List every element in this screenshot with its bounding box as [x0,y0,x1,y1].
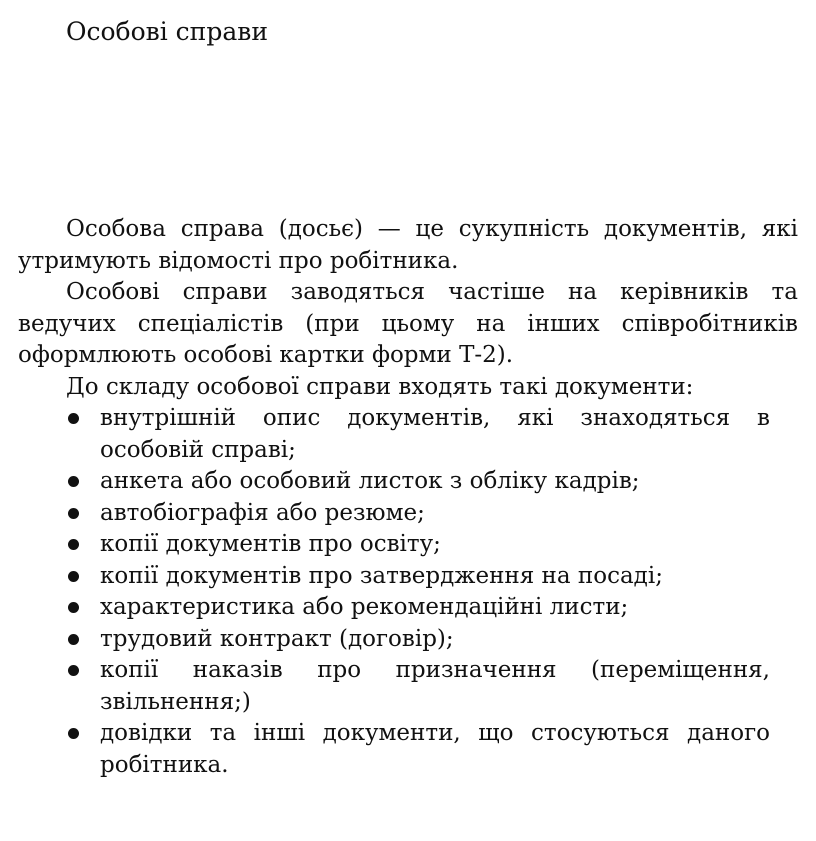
list-item [18,529,798,561]
bullet-icon [68,413,79,424]
list-item-text: копії документів про затвердження на посаді; [100,562,663,589]
list-item-text: довідки та інші документи, що стосуються даного робітника. [100,720,770,778]
bullet-icon [68,539,79,550]
document-body [18,214,798,781]
list-item [18,655,798,718]
bullet-icon [68,476,79,487]
list-item-text: копії документів про освіту; [100,531,441,557]
list-item-text: характеристика або рекомендаційні листи; [100,594,629,620]
list-item [18,466,798,498]
list-item [18,561,798,593]
list-item-text: внутрішній опис документів, які знаходяться в особовій справі; [100,405,770,463]
bullet-icon [68,508,79,519]
paragraph-usage: Особові справи заводяться частіше на керівників та ведучих спеціалістів (при цьому на інших співробітників оформлюють особові картки форми Т-2). [18,279,798,368]
list-item [18,592,798,624]
page-title: Особові справи [66,17,268,46]
bullet-icon [68,602,79,613]
paragraph-contents-intro: До складу особової справи входять такі документи: [66,373,694,400]
list-item [18,498,798,530]
bullet-icon [68,665,79,676]
bullet-icon [68,728,79,739]
list-item [18,624,798,656]
document-list [18,403,798,781]
paragraph-definition: Особова справа (досьє) — це сукупність документів, які утримують відомості про робітника. [18,216,798,274]
list-item [18,403,798,466]
list-item-text: копії наказів про призначення (переміщення, звільнення;) [100,657,770,715]
bullet-icon [68,634,79,645]
bullet-icon [68,571,79,582]
list-item-text: анкета або особовий листок з обліку кадрів; [100,468,640,494]
list-item [18,718,798,781]
list-item-text: трудовий контракт (договір); [100,625,454,652]
list-item-text: автобіографія або резюме; [100,499,425,526]
